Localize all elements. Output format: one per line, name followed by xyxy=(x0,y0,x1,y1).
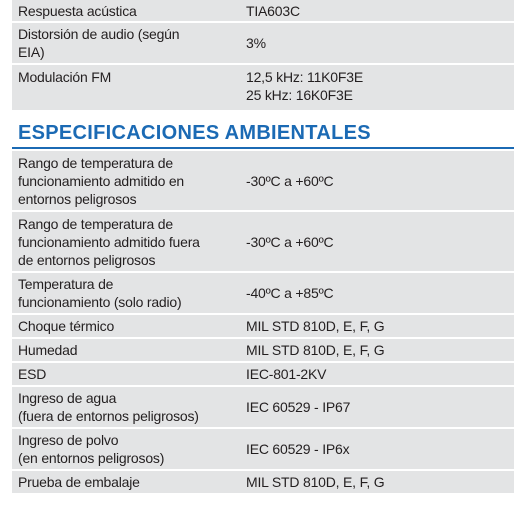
spec-row-operating-temp xyxy=(12,272,514,314)
spec-row-acoustic-response xyxy=(12,0,514,22)
spec-row-thermal-shock xyxy=(12,314,514,338)
spec-label xyxy=(12,211,232,272)
spec-value: MIL STD 810D, E, F, G xyxy=(232,338,514,362)
spec-value-line: 12,5 kHz: 11K0F3E xyxy=(246,69,363,85)
spec-label: Humedad xyxy=(12,338,232,362)
spec-label xyxy=(12,151,232,211)
section-title: ESPECIFICACIONES AMBIENTALES xyxy=(18,122,371,144)
spec-label: Choque térmico xyxy=(12,314,232,338)
spec-value: IEC 60529 - IP6x xyxy=(232,428,514,470)
spec-label-line: EIA) xyxy=(18,44,45,60)
spec-label-line: funcionamiento admitido en xyxy=(18,172,185,189)
spec-row-dust-ingress xyxy=(12,428,514,470)
spec-label-line: funcionamiento admitido fuera xyxy=(18,233,200,250)
spec-row-humidity xyxy=(12,338,514,362)
spec-label xyxy=(12,272,232,314)
environmental-spec-table xyxy=(12,151,514,495)
spec-value: -30ºC a +60ºC xyxy=(232,211,514,272)
spec-label: Modulación FM xyxy=(12,64,232,111)
spec-label xyxy=(12,22,232,64)
spec-label-line: entornos peligrosos xyxy=(18,190,137,207)
spec-label-line: Ingreso de agua xyxy=(18,390,117,406)
spec-label-line: Rango de temperatura de xyxy=(18,154,173,171)
spec-value: MIL STD 810D, E, F, G xyxy=(232,470,514,494)
spec-value: IEC-801-2KV xyxy=(232,362,514,386)
spec-row-packaging-test xyxy=(12,470,514,494)
spec-label-line: Temperatura de xyxy=(18,276,114,292)
spec-row-temp-hazardous xyxy=(12,151,514,211)
spec-label xyxy=(12,428,232,470)
spec-row-esd xyxy=(12,362,514,386)
spec-label-line: Ingreso de polvo xyxy=(18,432,119,448)
spec-label: ESD xyxy=(12,362,232,386)
audio-spec-table xyxy=(12,0,514,112)
spec-row-water-ingress xyxy=(12,386,514,428)
spec-row-temp-non-hazardous xyxy=(12,211,514,272)
spec-label-line: de entornos peligrosos xyxy=(18,251,156,268)
spec-label: Respuesta acústica xyxy=(12,0,232,22)
spec-label xyxy=(12,386,232,428)
spec-value: MIL STD 810D, E, F, G xyxy=(232,314,514,338)
spec-row-audio-distortion xyxy=(12,22,514,64)
spec-value: -40ºC a +85ºC xyxy=(232,272,514,314)
section-header xyxy=(12,119,514,149)
spec-value xyxy=(232,64,514,111)
spec-label-line: Distorsión de audio (según xyxy=(18,26,180,42)
spec-label-line: funcionamiento (solo radio) xyxy=(18,294,182,310)
spec-value: TIA603C xyxy=(232,0,514,22)
spec-label-line: Rango de temperatura de xyxy=(18,215,173,232)
spec-value: 3% xyxy=(232,22,514,64)
spec-label-line: (fuera de entornos peligrosos) xyxy=(18,408,199,424)
spec-value: IEC 60529 - IP67 xyxy=(232,386,514,428)
spec-label: Prueba de embalaje xyxy=(12,470,232,494)
spec-row-fm-modulation xyxy=(12,64,514,111)
spec-label-line: (en entornos peligrosos) xyxy=(18,450,165,466)
spec-value-line: 25 kHz: 16K0F3E xyxy=(246,87,353,103)
spec-value: -30ºC a +60ºC xyxy=(232,151,514,211)
